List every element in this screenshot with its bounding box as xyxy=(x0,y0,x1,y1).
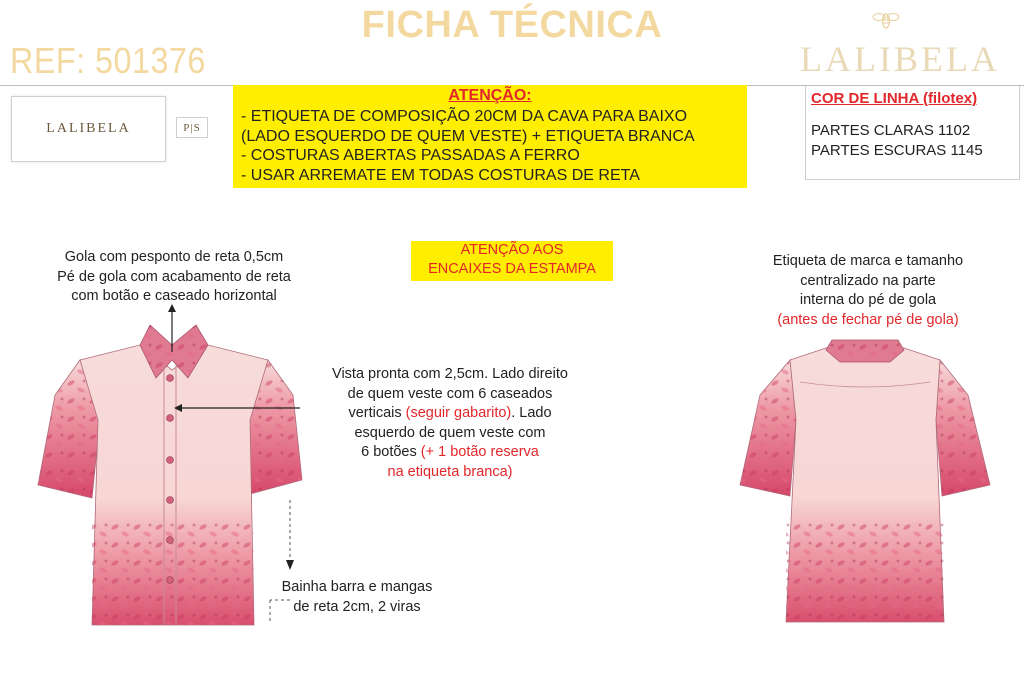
label-logo-text: LALIBELA xyxy=(46,121,131,136)
placket-note-line: verticais (seguir gabarito). Lado xyxy=(348,405,552,421)
collar-note-line: com botão e caseado horizontal xyxy=(71,288,277,304)
attention-item: (LADO ESQUERDO DE QUEM VESTE) + ETIQUETA BRANCA xyxy=(241,127,695,145)
brand-logo: LALIBELA xyxy=(800,39,1000,79)
placket-note-line: 6 botões (+ 1 botão reserva xyxy=(361,444,539,460)
attention-item: - ETIQUETA DE COMPOSIÇÃO 20CM DA CAVA PARA BAIXO xyxy=(241,108,688,125)
button-icon xyxy=(167,375,174,382)
attention-item: - USAR ARREMATE EM TODAS COSTURAS DE RETA xyxy=(241,166,640,184)
button-icon xyxy=(167,537,174,544)
placket-note-line: esquerdo de quem veste com xyxy=(354,424,546,441)
attention-item: - COSTURAS ABERTAS PASSADAS A FERRO xyxy=(241,147,580,164)
reference-code: REF: 501376 xyxy=(10,40,206,81)
button-icon xyxy=(167,457,174,464)
placket-note-line: na etiqueta branca) xyxy=(387,463,513,480)
hem-note-line: Bainha barra e mangas xyxy=(281,579,433,595)
thread-title: COR DE LINHA (filotex) xyxy=(811,90,978,107)
collar-note-line: Pé de gola com acabamento de reta xyxy=(57,268,291,285)
stamp-note-line: ENCAIXES DA ESTAMPA xyxy=(428,261,596,277)
placket-note-line: de quem veste com 6 caseados xyxy=(347,385,553,402)
attention-title: ATENÇÃO: xyxy=(448,87,532,104)
document-title: FICHA TÉCNICA xyxy=(361,4,663,46)
thread-light: PARTES CLARAS 1102 xyxy=(811,122,971,139)
size-tag: P|S xyxy=(176,117,208,138)
collar-note-line: Gola com pesponto de reta 0,5cm xyxy=(64,249,284,265)
button-icon xyxy=(167,577,174,584)
label-note-line: centralizado na parte xyxy=(800,272,936,289)
hem-note-line: de reta 2cm, 2 viras xyxy=(293,598,421,615)
label-note-line: interna do pé de gola xyxy=(799,292,937,308)
thread-dark: PARTES ESCURAS 1145 xyxy=(811,142,983,159)
placket-note-line: Vista pronta com 2,5cm. Lado direito xyxy=(332,366,568,382)
button-icon xyxy=(167,415,174,422)
label-note-red: (antes de fechar pé de gola) xyxy=(777,311,959,328)
label-note-line: Etiqueta de marca e tamanho xyxy=(772,253,964,269)
button-icon xyxy=(167,497,174,504)
stamp-note-line: ATENÇÃO AOS xyxy=(460,242,564,258)
